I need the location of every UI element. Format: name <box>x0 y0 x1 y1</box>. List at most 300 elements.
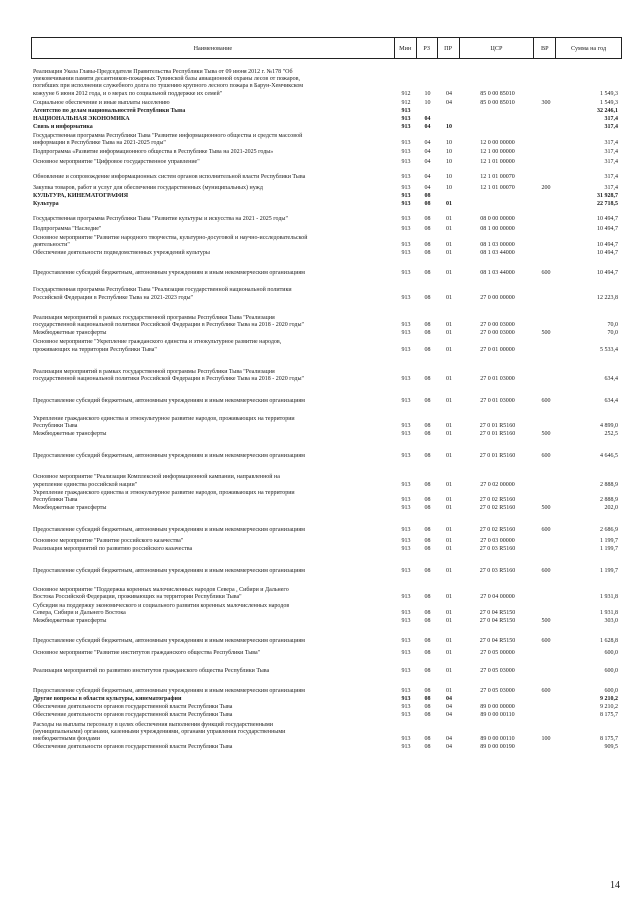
cell-sum: 317,4 <box>604 159 618 166</box>
cell-sum: 317,4 <box>604 124 618 131</box>
cell-csr: 89 0 00 00110 <box>480 735 515 742</box>
cell-sum: 9 210,2 <box>600 704 618 711</box>
table-row <box>31 201 622 208</box>
cell-sum: 5 533,4 <box>600 346 618 353</box>
cell-name: Укрепление гражданского единства и этнокультурное развитие народов, проживающих на территории Республики Тыва <box>33 489 295 503</box>
cell-min: 912 <box>401 99 411 106</box>
cell-sum: 1 628,8 <box>600 638 618 645</box>
cell-name: Межбюджетные трансферты <box>33 617 107 624</box>
cell-pr: 01 <box>446 422 452 429</box>
cell-csr: 27 0 02 R5160 <box>479 496 516 503</box>
cell-csr: 08 1 03 00000 <box>480 241 515 248</box>
cell-sum: 9 210,2 <box>600 695 618 702</box>
table-row <box>31 116 622 123</box>
cell-name: НАЦИОНАЛЬНАЯ ЭКОНОМИКА <box>33 116 130 123</box>
table-row <box>31 193 622 200</box>
cell-min: 913 <box>401 192 411 199</box>
cell-min: 913 <box>401 453 411 460</box>
cell-sum: 317,4 <box>604 174 618 181</box>
cell-csr: 27 0 01 R5160 <box>479 422 516 429</box>
cell-csr: 27 0 01 R5160 <box>479 453 516 460</box>
cell-pr: 01 <box>446 638 452 645</box>
cell-pr: 04 <box>446 695 452 702</box>
cell-sum: 317,4 <box>604 184 618 191</box>
table-row <box>31 315 622 329</box>
cell-name: Предоставление субсидий бюджетным, автономным учреждениям и иным некоммерческим организациям <box>33 270 305 277</box>
cell-name: Предоставление субсидий бюджетным, автономным учреждениям и иным некоммерческим организациям <box>33 567 305 574</box>
cell-name: Реализация мероприятий по развитию российского казачества <box>33 545 193 552</box>
cell-name: Реализация мероприятий по развитию институтов гражданского общества Республики Тыва <box>33 667 270 674</box>
cell-pr: 10 <box>446 159 452 166</box>
cell-sum: 317,4 <box>604 139 618 146</box>
cell-min: 913 <box>401 496 411 503</box>
table-row <box>31 250 622 257</box>
cell-name: Государственная программа Республики Тыва "Развитие информационного общества и средств массовой информации в Республике Тыва на 2021-2025 годы" <box>33 132 303 146</box>
cell-sum: 10 494,7 <box>597 250 618 257</box>
cell-rz: 08 <box>424 322 431 329</box>
table-row <box>31 235 622 249</box>
cell-rz: 04 <box>424 174 431 181</box>
cell-name: Подпрограмма «Развитие информационного общества в Республике Тыва на 2021-2025 годы» <box>33 149 274 156</box>
cell-csr: 27 0 01 R5160 <box>479 430 516 437</box>
cell-pr: 01 <box>446 216 452 223</box>
cell-min: 913 <box>401 744 411 751</box>
cell-name: Подпрограмма "Наследие" <box>33 226 102 233</box>
cell-sum: 70,0 <box>607 322 618 329</box>
table-row <box>31 638 622 645</box>
cell-pr: 01 <box>446 609 452 616</box>
cell-pr: 04 <box>446 99 452 106</box>
cell-sum: 8 175,7 <box>600 735 618 742</box>
table-row <box>31 618 622 625</box>
cell-pr: 01 <box>446 294 452 301</box>
cell-min: 913 <box>401 505 411 512</box>
table-row <box>31 226 622 233</box>
cell-pr: 01 <box>446 430 452 437</box>
cell-name: Культура <box>33 201 59 208</box>
cell-min: 913 <box>401 241 411 248</box>
cell-name: Предоставление субсидий бюджетным, автономным учреждениям и иным некоммерческим организациям <box>33 453 305 460</box>
cell-min: 913 <box>401 346 411 353</box>
cell-sum: 70,0 <box>607 330 618 337</box>
cell-csr: 27 0 02 00000 <box>480 481 515 488</box>
cell-rz: 08 <box>424 505 431 512</box>
table-row <box>31 688 622 695</box>
cell-csr: 27 0 04 R5150 <box>479 609 516 616</box>
cell-rz: 10 <box>424 90 431 97</box>
table-row <box>31 490 622 504</box>
table-row <box>31 100 622 107</box>
cell-csr: 27 0 01 00000 <box>480 346 515 353</box>
cell-pr: 10 <box>446 124 452 131</box>
cell-pr: 01 <box>446 376 452 383</box>
cell-vr: 600 <box>541 270 551 277</box>
cell-name: Реализация Указа Главы-Председателя Правительства Республики Тыва от 09 июня 2012 г. №178 "Об увековечивании памяти десантников-пожарных Тувинской базы авиационной охраны лесов от пожаров, погибших при исполнении служебного долга по тушению крупного лесного пожара в Барун-Хемчикском кожуунe 6 июня 2012 года, и о мерах по социальной поддержке их семей" <box>33 69 304 97</box>
table-row <box>31 108 622 115</box>
cell-name: Обеспечение деятельности органов государственной власти Республики Тыва <box>33 712 233 719</box>
cell-name: Обеспечение деятельности органов государственной власти Республики Тыва <box>33 704 233 711</box>
cell-name: Основное мероприятие "Развитие народного творчества, культурно-досуговой и научно-исследовательской деятельности" <box>33 234 308 248</box>
cell-pr: 04 <box>446 704 452 711</box>
cell-min: 913 <box>401 735 411 742</box>
cell-pr: 01 <box>446 346 452 353</box>
cell-pr: 01 <box>446 594 452 601</box>
cell-sum: 22 718,5 <box>597 201 618 208</box>
cell-rz: 08 <box>424 712 431 719</box>
table-row <box>31 216 622 223</box>
cell-sum: 1 199,7 <box>600 537 618 544</box>
table-row <box>31 744 622 751</box>
cell-name: Обеспечение деятельности органов государственной власти Республики Тыва <box>33 744 233 751</box>
cell-rz: 08 <box>424 398 431 405</box>
cell-name: Основное мероприятие "Развитие российского казачества" <box>33 537 184 544</box>
cell-rz: 08 <box>424 567 431 574</box>
cell-pr: 01 <box>446 250 452 257</box>
cell-name: Реализация мероприятий в рамках государственной программы Республики Тыва "Реализация государственной национальной политики Российской Федерации в Республике Тыва на 2018 - 2020 годы" <box>33 314 304 329</box>
cell-pr: 01 <box>446 527 452 534</box>
cell-min: 913 <box>401 226 411 233</box>
cell-sum: 10 494,7 <box>597 270 618 277</box>
cell-csr: 12 1 01 00000 <box>480 159 515 166</box>
cell-min: 913 <box>401 545 411 552</box>
cell-csr: 08 0 00 00000 <box>480 216 515 223</box>
cell-vr: 100 <box>541 735 551 742</box>
table-row <box>31 668 622 675</box>
cell-rz: 08 <box>424 617 431 624</box>
cell-sum: 317,4 <box>604 149 618 156</box>
cell-sum: 202,0 <box>604 505 618 512</box>
cell-csr: 89 0 00 00190 <box>480 744 515 751</box>
cell-vr: 600 <box>541 638 551 645</box>
cell-name: Межбюджетные трансферты <box>33 330 107 337</box>
cell-rz: 08 <box>424 527 431 534</box>
cell-vr: 500 <box>541 430 551 437</box>
cell-vr: 300 <box>541 99 551 106</box>
cell-min: 913 <box>401 322 411 329</box>
cell-sum: 2 888,9 <box>600 481 618 488</box>
cell-pr: 10 <box>446 149 452 156</box>
cell-name: Закупка товаров, работ и услуг для обеспечения государственных (муниципальных) нужд <box>33 184 263 191</box>
cell-name: Обновление и сопровождение информационных систем органов исполнительной власти Республики Тыва <box>33 174 306 181</box>
cell-rz: 08 <box>424 270 431 277</box>
page-number: 14 <box>610 880 620 891</box>
cell-rz: 08 <box>424 453 431 460</box>
cell-sum: 12 223,8 <box>597 294 618 301</box>
cell-csr: 27 0 00 03000 <box>480 322 515 329</box>
cell-rz: 08 <box>424 638 431 645</box>
header-sum: Сумма на год <box>571 44 607 52</box>
cell-sum: 634,4 <box>604 376 618 383</box>
table-row <box>31 330 622 337</box>
table-row <box>31 270 622 277</box>
cell-rz: 08 <box>424 192 431 199</box>
cell-vr: 600 <box>541 527 551 534</box>
cell-rz: 08 <box>424 250 431 257</box>
cell-rz: 08 <box>424 687 431 694</box>
cell-min: 913 <box>401 139 411 146</box>
cell-csr: 27 0 04 R5150 <box>479 617 516 624</box>
cell-rz: 08 <box>424 294 431 301</box>
cell-name: КУЛЬТУРА, КИНЕМАТОГРАФИЯ <box>33 192 129 199</box>
table-row <box>31 650 622 657</box>
cell-rz: 08 <box>424 481 431 488</box>
cell-pr: 04 <box>446 712 452 719</box>
cell-min: 913 <box>401 537 411 544</box>
cell-pr: 01 <box>446 322 452 329</box>
cell-csr: 27 0 04 R5150 <box>479 638 516 645</box>
cell-pr: 01 <box>446 667 452 674</box>
cell-pr: 01 <box>446 226 452 233</box>
cell-min: 913 <box>401 567 411 574</box>
cell-vr: 600 <box>541 453 551 460</box>
cell-pr: 01 <box>446 617 452 624</box>
cell-pr: 01 <box>446 330 452 337</box>
cell-min: 913 <box>401 650 411 657</box>
cell-pr: 10 <box>446 174 452 181</box>
cell-min: 913 <box>401 116 411 123</box>
cell-csr: 12 1 00 00000 <box>480 149 515 156</box>
table-row <box>31 603 622 617</box>
cell-min: 913 <box>401 250 411 257</box>
cell-min: 913 <box>401 184 411 191</box>
cell-rz: 04 <box>424 139 431 146</box>
cell-sum: 317,4 <box>604 116 618 123</box>
cell-csr: 27 0 05 03000 <box>480 687 515 694</box>
cell-rz: 08 <box>424 545 431 552</box>
cell-name: Обеспечение деятельности подведомственных учреждений культуры <box>33 250 210 257</box>
cell-name: Расходы на выплаты персоналу в целях обеспечения выполнения функций государственными (муниципальными) органами, казенными учреждениями, органами управления государственными внебюджетными фондами <box>33 721 286 742</box>
cell-rz: 04 <box>424 184 431 191</box>
cell-sum: 2 888,9 <box>600 496 618 503</box>
cell-csr: 27 0 03 00000 <box>480 537 515 544</box>
cell-sum: 1 931,8 <box>600 594 618 601</box>
cell-rz: 08 <box>424 226 431 233</box>
cell-name: Межбюджетные трансферты <box>33 505 107 512</box>
cell-name: Основное мероприятие "Развитие институтов гражданского общества Республики Тыва" <box>33 650 261 657</box>
cell-pr: 01 <box>446 398 452 405</box>
cell-csr: 27 0 00 00000 <box>480 294 515 301</box>
cell-csr: 27 0 05 03000 <box>480 667 515 674</box>
cell-pr: 01 <box>446 537 452 544</box>
cell-sum: 31 928,7 <box>597 192 618 199</box>
table-row <box>31 369 622 383</box>
cell-sum: 10 494,7 <box>597 241 618 248</box>
cell-rz: 08 <box>424 667 431 674</box>
cell-vr: 500 <box>541 505 551 512</box>
table-row <box>31 722 622 744</box>
cell-pr: 01 <box>446 201 452 208</box>
cell-sum: 1 549,3 <box>600 99 618 106</box>
cell-pr: 01 <box>446 687 452 694</box>
cell-pr: 10 <box>446 184 452 191</box>
cell-csr: 12 1 01 00070 <box>480 184 515 191</box>
cell-csr: 27 0 01 03000 <box>480 398 515 405</box>
cell-rz: 08 <box>424 330 431 337</box>
table-row <box>31 587 622 601</box>
table-body <box>31 69 622 751</box>
cell-sum: 10 494,7 <box>597 226 618 233</box>
cell-rz: 08 <box>424 430 431 437</box>
cell-vr: 500 <box>541 330 551 337</box>
table-row <box>31 696 622 703</box>
cell-sum: 1 199,7 <box>600 545 618 552</box>
header-rz: РЗ <box>417 38 438 58</box>
cell-rz: 08 <box>424 650 431 657</box>
cell-pr: 01 <box>446 545 452 552</box>
cell-min: 913 <box>401 201 411 208</box>
cell-rz: 08 <box>424 216 431 223</box>
cell-rz: 08 <box>424 695 431 702</box>
table-row <box>31 398 622 405</box>
cell-sum: 1 199,7 <box>600 567 618 574</box>
cell-rz: 08 <box>424 241 431 248</box>
cell-min: 913 <box>401 712 411 719</box>
cell-min: 913 <box>401 376 411 383</box>
cell-csr: 85 0 00 85010 <box>480 90 515 97</box>
cell-csr: 27 0 03 R5160 <box>479 545 516 552</box>
cell-sum: 909,5 <box>604 744 618 751</box>
cell-rz: 08 <box>424 735 431 742</box>
cell-vr: 500 <box>541 617 551 624</box>
table-row <box>31 474 622 488</box>
table-row <box>31 185 622 192</box>
table-row <box>31 546 622 553</box>
header-csr: ЦСР <box>460 38 535 58</box>
cell-min: 913 <box>401 704 411 711</box>
cell-name: Предоставление субсидий бюджетным, автономным учреждениям и иным некоммерческим организациям <box>33 398 305 405</box>
cell-min: 913 <box>401 527 411 534</box>
cell-sum: 8 175,7 <box>600 712 618 719</box>
cell-sum: 600,0 <box>604 687 618 694</box>
cell-sum: 4 646,5 <box>600 453 618 460</box>
header-vr: ВР <box>534 38 556 58</box>
cell-csr: 08 1 03 44000 <box>480 270 515 277</box>
cell-csr: 27 0 04 00000 <box>480 594 515 601</box>
cell-rz: 10 <box>424 99 431 106</box>
cell-name: Межбюджетные трансферты <box>33 430 107 437</box>
cell-rz: 04 <box>424 116 431 123</box>
cell-sum: 10 494,7 <box>597 216 618 223</box>
cell-csr: 89 0 00 00110 <box>480 712 515 719</box>
cell-pr: 01 <box>446 505 452 512</box>
cell-csr: 89 0 00 00000 <box>480 704 515 711</box>
cell-csr: 12 0 00 00000 <box>480 139 515 146</box>
table-row <box>31 159 622 166</box>
cell-name: Основное мероприятие "Укрепление гражданского единства и этнокультурное развитие народов, проживающих на территории Республики Тыва" <box>33 339 282 353</box>
cell-min: 913 <box>401 294 411 301</box>
cell-min: 913 <box>401 430 411 437</box>
cell-name: Предоставление субсидий бюджетным, автономным учреждениям и иным некоммерческим организациям <box>33 638 305 645</box>
cell-sum: 303,0 <box>604 617 618 624</box>
cell-vr: 600 <box>541 567 551 574</box>
cell-min: 913 <box>401 695 411 702</box>
cell-min: 913 <box>401 609 411 616</box>
table-row <box>31 339 622 353</box>
cell-min: 913 <box>401 216 411 223</box>
cell-min: 913 <box>401 687 411 694</box>
cell-name: Социальное обеспечение и иные выплаты населению <box>33 99 170 106</box>
cell-min: 913 <box>401 667 411 674</box>
cell-name: Связь и информатика <box>33 124 93 131</box>
table-row <box>31 538 622 545</box>
cell-sum: 2 686,9 <box>600 527 618 534</box>
cell-min: 913 <box>401 149 411 156</box>
cell-min: 913 <box>401 481 411 488</box>
table-header <box>31 37 622 59</box>
cell-name: Субсидия на поддержку экономического и социального развития коренных малочисленных народов Севера, Сибири и Дальнего Востока <box>33 602 290 616</box>
cell-min: 913 <box>401 124 411 131</box>
cell-rz: 08 <box>424 704 431 711</box>
cell-rz: 08 <box>424 537 431 544</box>
cell-csr: 08 1 00 00000 <box>480 226 515 233</box>
cell-name: Другие вопросы в области культуры, кинематографии <box>33 695 182 702</box>
cell-rz: 08 <box>424 744 431 751</box>
cell-sum: 4 899,0 <box>600 422 618 429</box>
cell-min: 913 <box>401 638 411 645</box>
header-pr: ПР <box>438 38 460 58</box>
cell-csr: 27 0 05 00000 <box>480 650 515 657</box>
cell-pr: 04 <box>446 744 452 751</box>
cell-name: Государственная программа Республики Тыва "Реализация государственной национальной политики Российской Федерации в Республике Тыва на 2021-2023 годы" <box>33 287 292 301</box>
table-row <box>31 527 622 534</box>
cell-pr: 01 <box>446 241 452 248</box>
cell-sum: 600,0 <box>604 650 618 657</box>
table-row <box>31 69 622 98</box>
cell-min: 913 <box>401 270 411 277</box>
cell-name: Предоставление субсидий бюджетным, автономным учреждениям и иным некоммерческим организациям <box>33 687 305 694</box>
cell-pr: 01 <box>446 270 452 277</box>
cell-sum: 252,5 <box>604 430 618 437</box>
cell-min: 913 <box>401 174 411 181</box>
cell-rz: 04 <box>424 159 431 166</box>
cell-rz: 08 <box>424 201 431 208</box>
cell-sum: 634,4 <box>604 398 618 405</box>
table-row <box>31 568 622 575</box>
cell-pr: 04 <box>446 735 452 742</box>
table-row <box>31 149 622 156</box>
header-min: Мин <box>395 38 417 58</box>
cell-sum: 600,0 <box>604 667 618 674</box>
table-row <box>31 174 622 181</box>
cell-name: Реализация мероприятий в рамках государственной программы Республики Тыва "Реализация государственной национальной политики Российской Федерации в Республике Тыва на 2018 - 2020 годы" <box>33 368 304 383</box>
table-row <box>31 453 622 460</box>
cell-rz: 08 <box>424 346 431 353</box>
cell-pr: 10 <box>446 139 452 146</box>
cell-name: Основное мероприятие "Реализация Комплексной информационной кампании, направленной на укрепление единства российской нации" <box>33 474 280 488</box>
cell-min: 913 <box>401 617 411 624</box>
cell-pr: 01 <box>446 481 452 488</box>
table-row <box>31 416 622 430</box>
cell-sum: 1 931,8 <box>600 609 618 616</box>
cell-csr: 12 1 01 00070 <box>480 174 515 181</box>
table-row <box>31 704 622 711</box>
cell-min: 913 <box>401 594 411 601</box>
table-row <box>31 124 622 131</box>
table-row <box>31 712 622 719</box>
cell-name: Основное мероприятие "Поддержка коренных малочисленных народов Севера , Сибири и Дальнего Востока Российской Федерации, проживающих на территории Республики Тыва" <box>33 587 289 601</box>
cell-rz: 08 <box>424 422 431 429</box>
cell-rz: 04 <box>424 124 431 131</box>
cell-vr: 200 <box>541 184 551 191</box>
cell-pr: 01 <box>446 567 452 574</box>
cell-sum: 1 549,3 <box>600 90 618 97</box>
cell-csr: 27 0 02 R5160 <box>479 505 516 512</box>
cell-min: 913 <box>401 398 411 405</box>
table-row <box>31 505 622 512</box>
cell-name: Агентство по делам национальностей Республики Тыва <box>33 108 186 115</box>
cell-rz: 04 <box>424 149 431 156</box>
cell-name: Государственная программа Республики Тыва "Развитие культуры и искусства на 2021 - 2025 годы" <box>33 216 288 223</box>
